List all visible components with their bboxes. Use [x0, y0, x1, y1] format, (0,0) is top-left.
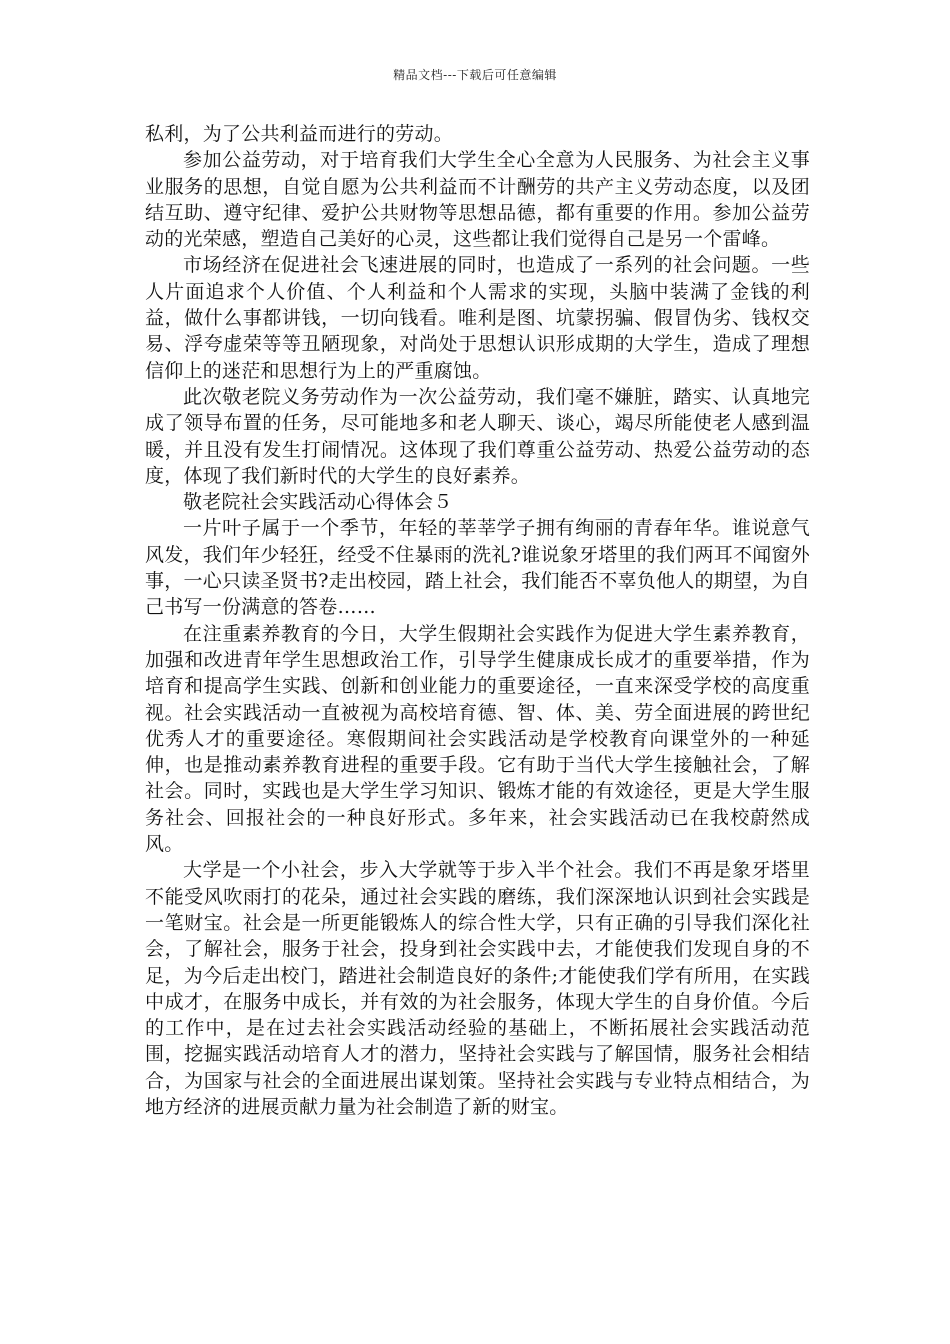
paragraph: 大学是一个小社会，步入大学就等于步入半个社会。我们不再是象牙塔里不能受风吹雨打的花朵，通过社会实践的磨练，我们深深地认识到社会实践是一笔财宝。社会是一所更能锻炼人的综合性大学，只有正确的引导我们深化社会，了解社会，服务于社会，投身到社会实践中去，才能使我们发现自身的不足，为今后走出校门，踏进社会制造良好的条件;才能使我们学有所用，在实践中成才，在服务中成长，并有效的为社会服务，体现大学生的自身价值。今后的工作中，是在过去社会实践活动经验的基础上，不断拓展社会实践活动范围，挖掘实践活动培育人才的潜力，坚持社会实践与了解国情，服务社会相结合，为国家与社会的全面进展出谋划策。坚持社会实践与专业特点相结合，为地方经济的进展贡献力量为社会制造了新的财宝。 — [145, 859, 810, 1118]
paragraph: 私利，为了公共利益而进行的劳动。 — [145, 123, 454, 145]
document-body — [145, 121, 810, 1120]
paragraph: 此次敬老院义务劳动作为一次公益劳动，我们毫不嫌脏，踏实、认真地完成了领导布置的任务，尽可能地多和老人聊天、谈心，竭尽所能使老人感到温暖，并且没有发生打闹情况。这体现了我们尊重公益劳动、热爱公益劳动的态度，体现了我们新时代的大学生的良好素养。 — [145, 385, 810, 487]
paragraph: 在注重素养教育的今日，大学生假期社会实践作为促进大学生素养教育，加强和改进青年学生思想政治工作，引导学生健康成长成才的重要举措，作为培育和提高学生实践、创新和创业能力的重要途径，一直来深受学校的高度重视。社会实践活动一直被视为高校培育德、智、体、美、劳全面进展的跨世纪优秀人才的重要途径。寒假期间社会实践活动是学校教育向课堂外的一种延伸，也是推动素养教育进程的重要手段。它有助于当代大学生接触社会，了解社会。同时，实践也是大学生学习知识、锻炼才能的有效途径，更是大学生服务社会、回报社会的一种良好形式。多年来，社会实践活动已在我校蔚然成风。 — [145, 622, 810, 856]
paragraph: 市场经济在促进社会飞速进展的同时，也造成了一系列的社会问题。一些人片面追求个人价值、个人利益和个人需求的实现，头脑中装满了金钱的利益，做什么事都讲钱，一切向钱看。唯利是图、坑蒙拐骗、假冒伪劣、钱权交易、浮夸虚荣等等丑陋现象，对尚处于思想认识形成期的大学生，造成了理想信仰上的迷茫和思想行为上的严重腐蚀。 — [145, 254, 810, 382]
paragraph: 一片叶子属于一个季节，年轻的莘莘学子拥有绚丽的青春年华。谁说意气风发，我们年少轻狂，经受不住暴雨的洗礼?谁说象牙塔里的我们两耳不闻窗外事，一心只读圣贤书?走出校园，踏上社会，我们能否不辜负他人的期望，为自己书写一份满意的答卷…… — [145, 517, 810, 619]
page-header: 精品文档---下载后可任意编辑 — [393, 68, 557, 82]
paragraph: 参加公益劳动，对于培育我们大学生全心全意为人民服务、为社会主义事业服务的思想，自觉自愿为公共利益而不计酬劳的共产主义劳动态度，以及团结互助、遵守纪律、爱护公共财物等思想品德，都有重要的作用。参加公益劳动的光荣感，塑造自己美好的心灵，这些都让我们觉得自己是另一个雷峰。 — [145, 149, 810, 251]
section-heading: 敬老院社会实践活动心得体会５ — [183, 491, 453, 514]
